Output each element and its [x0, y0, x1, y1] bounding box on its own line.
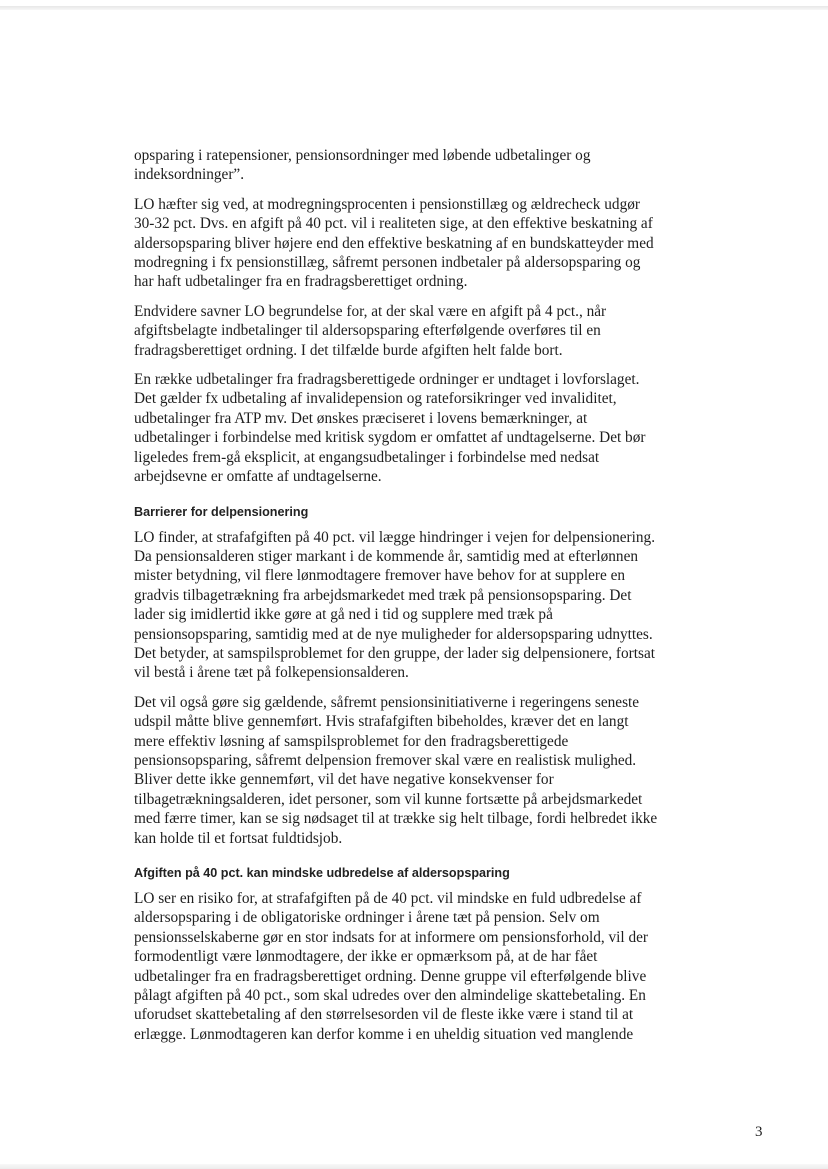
paragraph-line: pensionsselskaberne gør en stor indsats for at informere om pensionsforhold, vil der	[134, 928, 649, 946]
paragraph-line: opsparing i ratepensioner, pensionsordninger med løbende udbetalinger og	[134, 147, 591, 164]
paragraph-line: pensionsopsparing, samtidig med at de nye muligheder for aldersopsparing udnyttes.	[134, 625, 653, 643]
paragraph-line: med færre timer, kan se sig nødsaget til at trække sig helt tilbage, fordi helbredet ikke	[134, 810, 658, 828]
paragraph-line: uforudset skattebetaling af den størrelsesorden vil de fleste ikke være i stand til at	[134, 1006, 634, 1024]
page-number: 3	[755, 1124, 763, 1140]
body-paragraph	[134, 302, 688, 360]
page-top-edge	[0, 6, 828, 10]
section-heading: Barrierer for delpensionering	[134, 504, 309, 519]
page-body	[134, 146, 688, 1054]
paragraph-line: indeksordninger”.	[134, 166, 245, 184]
paragraph-line: ligeledes frem-gå eksplicit, at engangsudbetalinger i forbindelse med nedsat	[134, 448, 600, 466]
paragraph-line: LO hæfter sig ved, at modregningsprocenten i pensionstillæg og ældrecheck udgør	[134, 195, 640, 213]
paragraph-line: LO ser en risiko for, at strafafgiften på de 40 pct. vil mindske en fuld udbredelse af	[134, 890, 642, 907]
body-paragraph	[134, 889, 688, 1044]
paragraph-line: pålagt afgiften på 40 pct., som skal udredes over den almindelige skattebetaling. En	[134, 987, 646, 1005]
paragraph-line: udbetalinger i forbindelse med kritisk sygdom er omfattet af undtagelserne. Det bør	[134, 429, 646, 447]
paragraph-line: formodentligt være lønmodtagere, der ikke er opmærksom på, at de har fået	[134, 948, 598, 966]
paragraph-line: aldersopsparing bliver højere end den effektive beskatning af en bundskatteyder med	[134, 234, 654, 252]
body-paragraph	[134, 528, 688, 683]
paragraph-line: erlægge. Lønmodtageren kan derfor komme i en uheldig situation ved manglende	[134, 1025, 634, 1043]
paragraph-line: LO finder, at strafafgiften på 40 pct. vil lægge hindringer i vejen for delpensionering.	[134, 528, 656, 546]
paragraph-line: Det gælder fx udbetaling af invalidepension og rateforsikringer ved invaliditet,	[134, 390, 617, 408]
paragraph-line: En række udbetalinger fra fradragsberettigede ordninger er undtaget i lovforslaget.	[134, 371, 640, 389]
paragraph-line: vil bestå i årene tæt på folkepensionsalderen.	[134, 664, 409, 682]
paragraph-line: kan holde til et fortsat fuldtidsjob.	[134, 829, 343, 847]
paragraph-line: Det betyder, at samspilsproblemet for den gruppe, der lader sig delpensionere, fortsat	[134, 644, 656, 662]
paragraph-line: mister betydning, vil flere lønmodtagere fremover have behov for at supplere en	[134, 567, 626, 585]
section-heading: Afgiften på 40 pct. kan mindske udbredelse af aldersopsparing	[134, 866, 510, 880]
paragraph-line: har haft udbetalinger fra en fradragsberettiget ordning.	[134, 273, 468, 291]
paragraph-line: afgiftsbelagte indbetalinger til aldersopsparing efterfølgende overføres til en	[134, 322, 601, 340]
paragraph-line: 30-32 pct. Dvs. en afgift på 40 pct. vil i realiteten sige, at den effektive beskatning af	[134, 215, 653, 233]
paragraph-line: fradragsberettiget ordning. I det tilfælde burde afgiften helt falde bort.	[134, 341, 563, 359]
paragraph-line: mere effektiv løsning af samspilsproblemet for den fradragsberettigede	[134, 732, 569, 750]
paragraph-line: gradvis tilbagetrækning fra arbejdsmarkedet med træk på pensionsopsparing. Det	[134, 586, 632, 604]
paragraph-line: lader sig imidlertid ikke gøre at gå ned i tid og supplere med træk på	[134, 606, 553, 624]
paragraph-line: Bliver dette ikke gennemført, vil det have negative konsekvenser for	[134, 771, 554, 789]
paragraph-line: aldersopsparing i de obligatoriske ordninger i årene tæt på pension. Selv om	[134, 909, 600, 927]
body-paragraph	[134, 146, 688, 185]
paragraph-line: pensionsopsparing, såfremt delpension fremover skal være en realistisk mulighed.	[134, 751, 637, 769]
body-paragraph	[134, 693, 688, 848]
paragraph-line: arbejdsevne er omfatte af undtagelserne.	[134, 468, 382, 486]
paragraph-line: udbetalinger fra ATP mv. Det ønskes præciseret i lovens bemærkninger, at	[134, 409, 588, 427]
paragraph-line: Det vil også gøre sig gældende, såfremt pensionsinitiativerne i regeringens seneste	[134, 693, 640, 711]
body-paragraph	[134, 195, 688, 292]
paragraph-line: udbetalinger fra en fradragsberettiget ordning. Denne gruppe vil efterfølgende blive	[134, 967, 647, 985]
paragraph-line: Da pensionsalderen stiger markant i de kommende år, samtidig med at efterlønnen	[134, 547, 639, 565]
paragraph-line: Endvidere savner LO begrundelse for, at der skal være en afgift på 4 pct., når	[134, 302, 607, 320]
paragraph-line: udspil måtte blive gennemført. Hvis strafafgiften bibeholdes, kræver det en langt	[134, 713, 629, 731]
page-bottom-edge	[0, 1164, 828, 1169]
body-paragraph	[134, 370, 688, 486]
paragraph-line: modregning i fx pensionstillæg, såfremt personen indbetaler på aldersopsparing og	[134, 254, 641, 272]
paragraph-line: tilbagetrækningsalderen, idet personer, som vil kunne fortsætte på arbejdsmarkedet	[134, 790, 643, 808]
